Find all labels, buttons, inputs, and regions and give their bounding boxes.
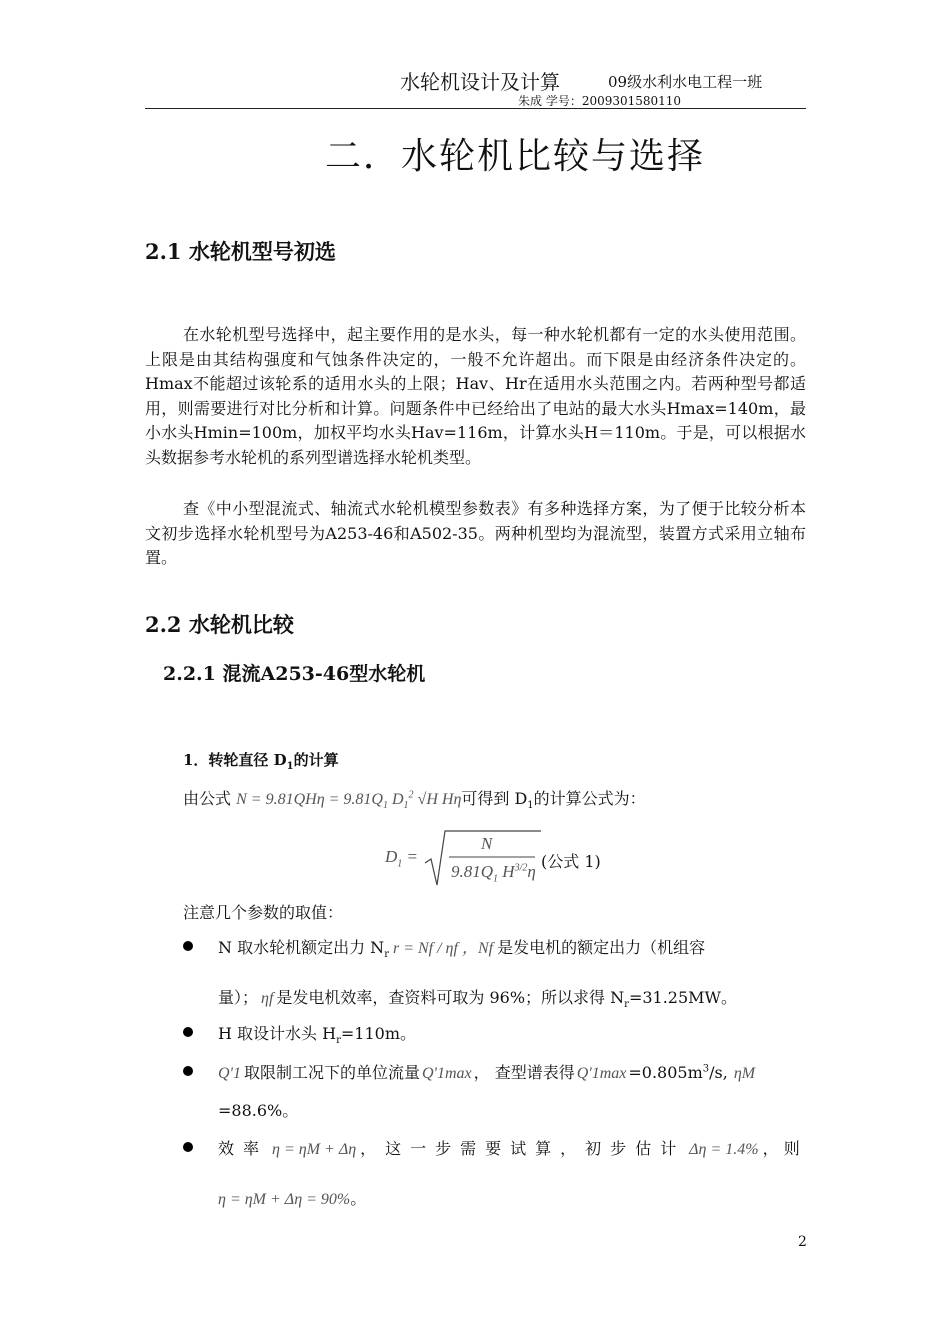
d1-numerator: N [481, 834, 493, 853]
item-heading-tail: 的计算 [293, 751, 339, 769]
bullet-item-unit-discharge [218, 1060, 755, 1083]
d1-den-h: H [502, 862, 515, 881]
bullet-dot [183, 1142, 193, 1152]
bullet-item-efficiency [218, 1136, 800, 1159]
bullet-item-rated-output-cont [218, 985, 737, 1010]
bullet-4-text-a: 效率 [218, 1139, 269, 1158]
bullet-dot [183, 941, 193, 951]
section-heading-2-2: 2.2 水轮机比较 [145, 612, 294, 637]
d1-den-exponent: 3/2 [514, 862, 528, 874]
paragraph-model-choice: 查《中小型混流式、轴流式水轮机模型参数表》有多种选择方案，为了便于比较分析本文初步选择水轮机型号为A253-46和A502-35。两种机型均为混流型，装置方式采用立轴布置。 [145, 499, 806, 567]
d1-den-text: 9.81Q [451, 862, 494, 881]
bullet-3-superscript: 3 [702, 1063, 710, 1075]
bullet-2-text-a: H 取设计水头 H [218, 1024, 337, 1043]
power-formula-part1: N = 9.81QHη = 9.81Q [236, 791, 383, 808]
bullet-1-text-b: 是发电机的额定出力（机组容 [497, 938, 706, 957]
formula-intro-text: 由公式 [183, 789, 232, 808]
unit-discharge-symbol: Q'1 [218, 1065, 241, 1082]
d1-lhs: $D_1$ = [385, 847, 419, 870]
bullet-1-text-e: =31.25MW。 [628, 988, 737, 1007]
bullet-item-unit-discharge-cont: =88.6%。 [218, 1101, 299, 1120]
max-unit-discharge-symbol-2: Q'1max [576, 1065, 627, 1082]
formula-intro-line [183, 786, 646, 811]
section-heading-2-1: 2.1 水轮机型号初选 [145, 239, 336, 264]
power-formula [236, 789, 462, 812]
power-formula-sub1: 1 [382, 800, 388, 812]
page-number: 2 [798, 1234, 807, 1250]
bullet-1-text-a: N 取水轮机额定出力 N [218, 938, 385, 957]
bullet-1-text-c: 量）； [218, 988, 259, 1007]
formula-tail-text: 可得到 D [461, 789, 528, 808]
bullet-2-text-b: =110m。 [340, 1024, 416, 1043]
item-heading-runner-diameter [183, 749, 339, 772]
power-formula-sub2: 1 [403, 800, 409, 812]
bullet-2-subscript: r [336, 1035, 341, 1047]
paragraph-model-selection: 在水轮机型号选择中，起主要作用的是水头，每一种水轮机都有一定的水头使用范围。上限是由其结构强度和气蚀条件决定的，一般不允许超出。而下限是由经济条件决定的。Hmax不能超过该轮系的适用水头的上限；Hav、Hr在适用水头范围之内。若两种型号都适用，则需要进行对比分析和计算。问题条件中已经给出了电站的最大水头Hmax=140m，最小水头Hmin=100m，加权平均水头Hav=116m，计算水头H＝110m。于是，可以根据水头数据参考水轮机的系列型谱选择水轮机类型。 [145, 325, 806, 467]
formula-tail-subscript: 1 [527, 800, 534, 812]
bullet-dot [183, 1066, 193, 1076]
bullet-3-text-d: /s, [709, 1063, 728, 1082]
power-formula-sup2: 2 [408, 789, 414, 801]
bullet-item-rated-output [218, 935, 705, 960]
bullet-4-text-b: ，这一步需要试算，初步估计 [360, 1139, 686, 1158]
power-formula-part3: √H Hη [417, 791, 462, 808]
bullet-item-efficiency-cont [218, 1186, 366, 1209]
header-title: 水轮机设计及计算 [400, 70, 560, 94]
d1-den-eta: η [527, 862, 536, 881]
d1-den-subscript: 1 [493, 873, 499, 885]
bullet-3-text-b: ， 查型谱表得 [473, 1063, 575, 1082]
formula-tail-text-2: 的计算公式为： [533, 789, 646, 808]
bullet-item-design-head [218, 1021, 416, 1046]
max-unit-discharge-symbol: Q'1max [422, 1065, 472, 1082]
bullet-dot [183, 1027, 193, 1037]
bullet-1-text-d: 是发电机效率，查资料可取为 96%；所以求得 N [276, 988, 625, 1007]
power-formula-part2: D [391, 791, 404, 808]
note-line: 注意几个参数的取值： [183, 903, 344, 922]
bullet-3-text-a: 取限制工况下的单位流量 [243, 1063, 420, 1082]
item-heading-text: 1．转轮直径 D [183, 751, 287, 769]
item-heading-subscript: 1 [286, 761, 294, 772]
bullet-4-text-c: ， 则 [762, 1139, 800, 1158]
header-rule [145, 108, 806, 109]
model-efficiency-symbol: ηM [733, 1065, 756, 1082]
efficiency-formula: η = ηM + Δη [272, 1141, 357, 1158]
chapter-title: 二．水轮机比较与选择 [324, 136, 705, 177]
generator-efficiency-symbol: ηf [261, 990, 274, 1007]
d1-formula [383, 829, 623, 889]
bullet-1-subscript-a: r [384, 949, 389, 961]
bullet-1-subscript-d: r [624, 999, 629, 1011]
efficiency-increment: Δη = 1.4% [689, 1141, 759, 1158]
subsection-heading-2-2-1: 2.2.1 混流A253-46型水轮机 [163, 663, 426, 685]
bullet-3-text-c: =0.805m [628, 1063, 703, 1082]
d1-lhs-symbol: D [385, 847, 398, 866]
efficiency-result-formula: η = ηM + Δη = 90% [218, 1191, 351, 1208]
rated-output-formula: r = Nf / ηf ，Nf [392, 940, 494, 957]
formula-label: (公式 1) [541, 852, 601, 871]
bullet-4-text-d: 。 [350, 1189, 367, 1208]
d1-denominator [451, 862, 536, 884]
header-author: 朱成 学号：2009301580110 [518, 94, 682, 108]
header-class: 09级水利水电工程一班 [608, 73, 763, 91]
d1-lhs-subscript: 1 [397, 858, 403, 870]
